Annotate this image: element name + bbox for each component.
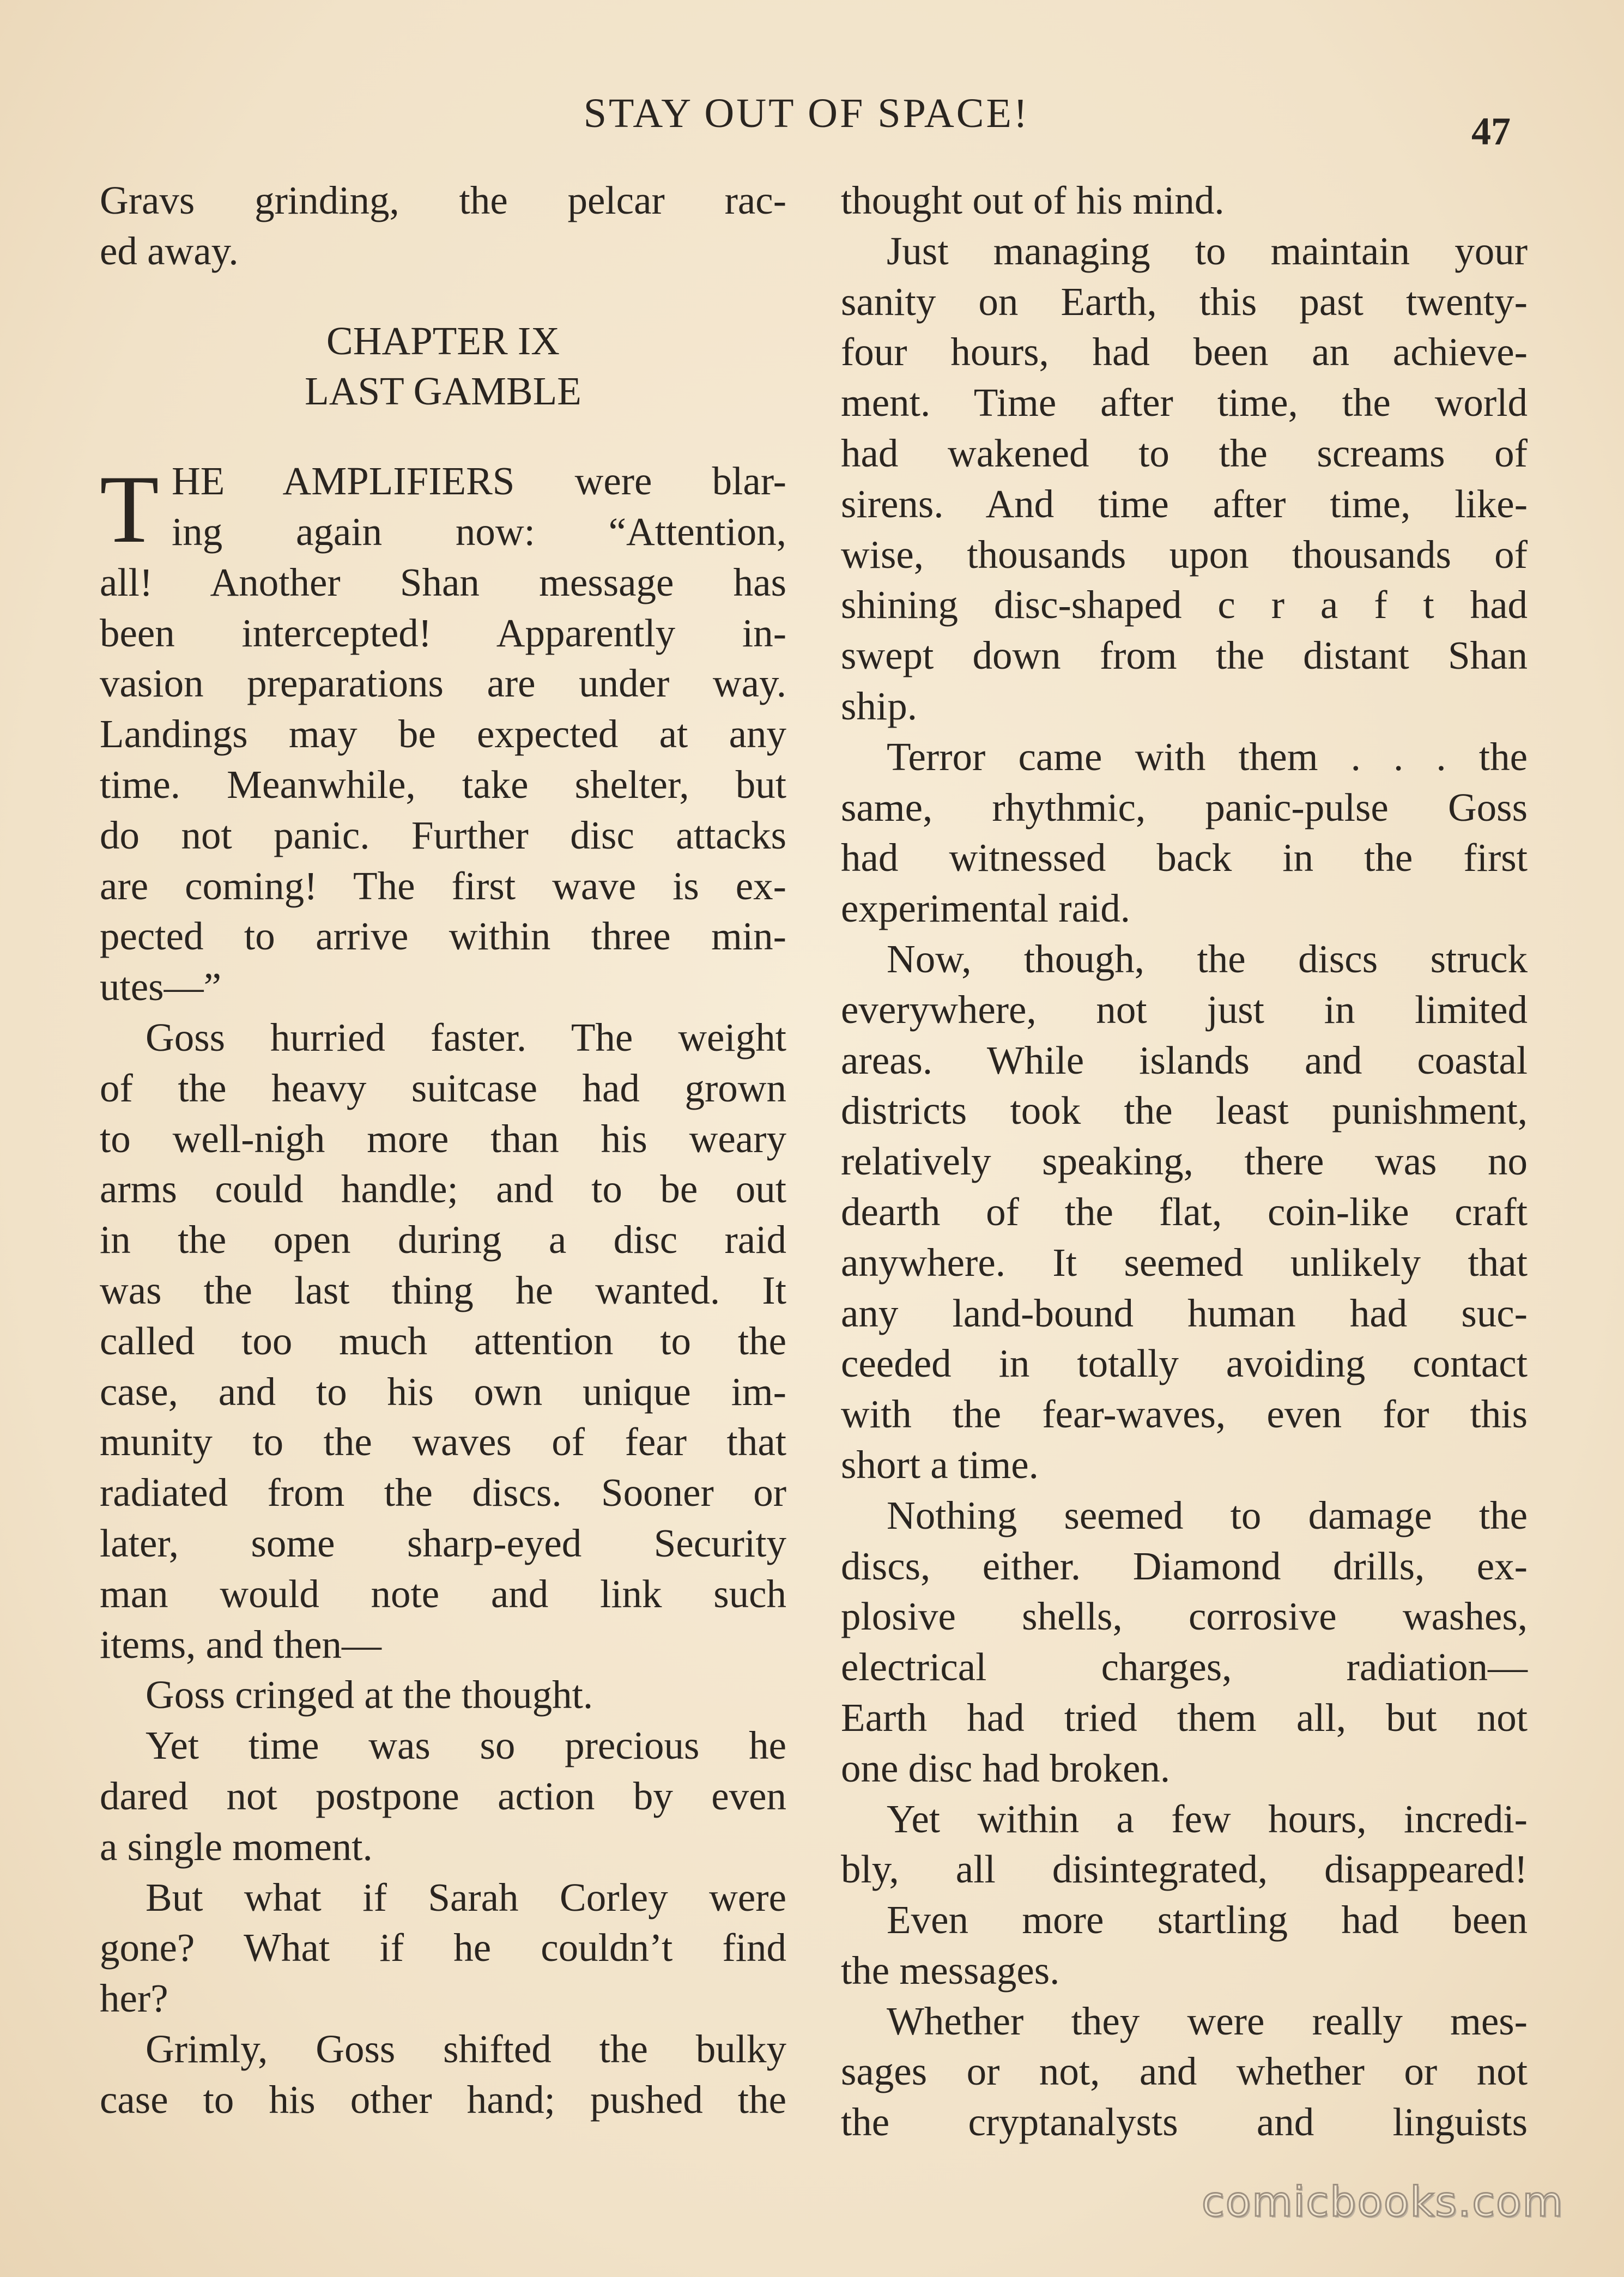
text-line: wise, thousands upon thousands of: [841, 532, 1528, 577]
text-line: utes—”: [100, 965, 221, 1009]
text-line: Earth had tried them all, but not: [841, 1695, 1528, 1740]
text-line: items, and then—: [100, 1622, 381, 1667]
text-line: sages or not, and whether or not: [841, 2049, 1528, 2094]
text-line: ment. Time after time, the world: [841, 380, 1528, 425]
running-title: STAY OUT OF SPACE!: [583, 90, 1030, 136]
text-line: same, rhythmic, panic-pulse Goss: [841, 785, 1528, 829]
text-line: shining disc-shaped c r a f t had: [841, 583, 1528, 627]
text-line: one disc had broken.: [841, 1746, 1171, 1790]
text-line: any land-bound human had suc-: [841, 1291, 1528, 1335]
text-line: relatively speaking, there was no: [841, 1139, 1528, 1184]
text-line: dearth of the flat, coin-like craft: [841, 1189, 1528, 1234]
text-line: Gravs grinding, the pelcar rac-: [100, 178, 786, 222]
text-line: ing again now: “Attention,: [172, 509, 786, 554]
left-column: [100, 175, 786, 2125]
text-line: gone? What if he couldn’t find: [100, 1925, 786, 1970]
text-line: Yet time was so precious he: [146, 1723, 786, 1768]
text-line: do not panic. Further disc attacks: [100, 813, 786, 857]
text-line: ship.: [841, 683, 917, 728]
text-line: swept down from the distant Shan: [841, 633, 1528, 678]
text-line: Now, though, the discs struck: [887, 936, 1528, 981]
text-line: of the heavy suitcase had grown: [100, 1065, 786, 1110]
text-line: radiated from the discs. Sooner or: [100, 1470, 786, 1515]
page-number: 47: [1471, 110, 1511, 153]
text-line: pected to arrive within three min-: [100, 914, 786, 959]
text-line: Grimly, Goss shifted the bulky: [146, 2026, 786, 2071]
watermark: comicbooks.com: [1202, 2177, 1564, 2226]
text-line: districts took the least punishment,: [841, 1088, 1528, 1133]
text-line: ceeded in totally avoiding contact: [841, 1341, 1528, 1386]
text-line: everywhere, not just in limited: [841, 987, 1528, 1032]
text-line: with the fear-waves, even for this: [841, 1392, 1528, 1437]
text-line: ed away.: [100, 228, 239, 273]
text-line: a single moment.: [100, 1824, 373, 1869]
text-line: Nothing seemed to damage the: [887, 1493, 1528, 1537]
text-line: Yet within a few hours, incredi-: [887, 1796, 1528, 1841]
text-line: the messages.: [841, 1948, 1060, 1993]
chapter-title: LAST GAMBLE: [305, 369, 581, 414]
right-column: [841, 175, 1528, 2148]
text-line: sirens. And time after time, like-: [841, 481, 1528, 526]
text-line: short a time.: [841, 1442, 1039, 1487]
text-line: the cryptanalysts and linguists: [841, 2100, 1528, 2145]
text-line: four hours, had been an achieve-: [841, 330, 1528, 374]
text-line: Landings may be expected at any: [100, 712, 786, 756]
text-line: case to his other hand; pushed the: [100, 2077, 786, 2122]
drop-cap: T: [100, 455, 159, 564]
text-line: discs, either. Diamond drills, ex-: [841, 1543, 1528, 1588]
text-line: Even more startling had been: [887, 1898, 1528, 1942]
text-line: later, some sharp-eyed Security: [100, 1521, 786, 1565]
text-line: anywhere. It seemed unlikely that: [841, 1240, 1528, 1285]
text-line: in the open during a disc raid: [100, 1218, 786, 1262]
text-line: dared not postpone action by even: [100, 1773, 786, 1818]
text-line: vasion preparations are under way.: [100, 661, 786, 706]
text-line: Whether they were really mes-: [887, 1999, 1528, 2043]
text-line: all! Another Shan message has: [100, 560, 786, 604]
chapter-number: CHAPTER IX: [326, 318, 560, 363]
text-line: Just managing to maintain your: [887, 228, 1528, 273]
text-line: her?: [100, 1976, 168, 2021]
text-line: HE AMPLIFIERS were blar-: [172, 459, 786, 504]
text-line: case, and to his own unique im-: [100, 1369, 786, 1414]
text-line: man would note and link such: [100, 1571, 786, 1616]
text-line: electrical charges, radiation—: [841, 1645, 1528, 1689]
text-line: are coming! The first wave is ex-: [100, 863, 786, 908]
text-line: Goss hurried faster. The weight: [146, 1015, 786, 1059]
text-line: Goss cringed at the thought.: [146, 1673, 593, 1717]
text-line: was the last thing he wanted. It: [100, 1268, 786, 1312]
text-line: thought out of his mind.: [841, 178, 1225, 222]
text-line: bly, all disintegrated, disappeared!: [841, 1847, 1528, 1892]
opening-paragraph: [100, 455, 786, 564]
text-line: experimental raid.: [841, 886, 1131, 931]
text-line: But what if Sarah Corley were: [146, 1875, 786, 1919]
text-line: time. Meanwhile, take shelter, but: [100, 762, 786, 807]
text-line: had witnessed back in the first: [841, 835, 1528, 880]
text-line: areas. While islands and coastal: [841, 1038, 1528, 1082]
text-line: had wakened to the screams of: [841, 431, 1528, 475]
text-line: arms could handle; and to be out: [100, 1167, 786, 1212]
text-line: been intercepted! Apparently in-: [100, 610, 786, 655]
text-line: sanity on Earth, this past twenty-: [841, 279, 1528, 324]
text-line: called too much attention to the: [100, 1318, 786, 1363]
text-line: munity to the waves of fear that: [100, 1420, 786, 1464]
text-line: plosive shells, corrosive washes,: [841, 1594, 1528, 1639]
text-line: Terror came with them . . . the: [887, 734, 1528, 779]
text-line: to well-nigh more than his weary: [100, 1116, 786, 1161]
